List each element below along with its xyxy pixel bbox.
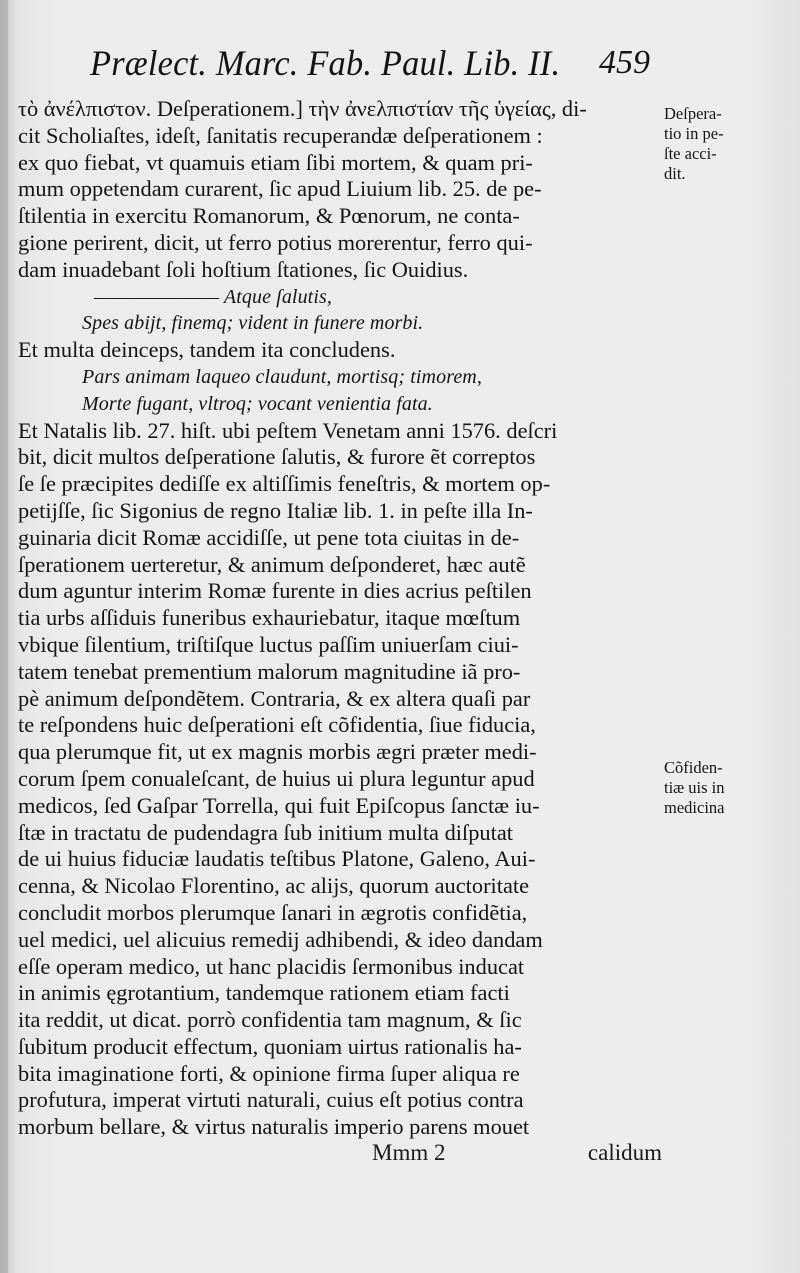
text-line: ita reddit, ut dicat. porrò confidentia tam magnum, & ſic	[18, 1007, 522, 1033]
text-line: in animis ęgrotantium, tandemque rationem etiam facti	[18, 980, 510, 1006]
page-header	[90, 34, 650, 94]
text-line: uel medici, uel alicuius remedij adhibendi, & ideo dandam	[18, 926, 543, 952]
text-line: ſperationem uerteretur, & animum deſponderet, hæc autẽ	[18, 551, 526, 577]
text-line: ex quo fiebat, vt quamuis etiam ſibi mortem, & quam pri-	[18, 149, 533, 175]
text-line: ——————— Atque ſalutis,	[94, 285, 332, 308]
text-line: cenna, & Nicolao Florentino, ac alijs, quorum auctoritate	[18, 873, 530, 899]
text-line: Morte fugant, vltroq; vocant venientia fata.	[82, 392, 433, 415]
text-line: eſſe operam medico, ut hanc placidis ſermonibus inducat	[18, 953, 525, 979]
text-line: Spes abijt, finemq; vident in funere morbi.	[82, 312, 424, 335]
text-line: bit, dicit multos deſperatione ſalutis, & furore ẽt correptos	[18, 444, 536, 470]
text-line: mum oppetendam curarent, ſic apud Liuium lib. 25. de pe-	[18, 176, 542, 202]
catchword: calidum	[587, 1140, 662, 1165]
margin-note-line: Deſpera-	[664, 104, 722, 123]
text-line: ſubitum producit effectum, quoniam uirtus rationalis ha-	[18, 1033, 522, 1059]
margin-note-confidentia	[664, 758, 796, 818]
text-line: de ui huius fiduciæ laudatis teſtibus Platone, Galeno, Aui-	[18, 846, 536, 872]
running-head: Prælect. Marc. Fab. Paul. Lib. II.	[90, 43, 561, 83]
margin-note-line: tio in pe-	[664, 124, 724, 143]
main-text-block	[18, 96, 658, 1141]
text-line: tatem tenebat prementium malorum magnitudine iã pro-	[18, 658, 521, 684]
margin-note-line: Cõfiden-	[664, 758, 723, 777]
text-line: dam inuadebant ſoli hoſtium ſtationes, ſic Ouidius.	[18, 256, 469, 282]
text-line: dum aguntur interim Romæ furente in dies acrius peſtilen	[18, 578, 532, 604]
text-line: medicos, ſed Gaſpar Torrella, qui fuit Epiſcopus ſanctæ iu-	[18, 792, 540, 818]
text-line: Et multa deinceps, tandem ita concludens.	[18, 337, 396, 363]
text-line: pè animum deſpondẽtem. Contraria, & ex altera quaſi par	[18, 685, 531, 711]
text-line: vbique ſilentium, triſtiſque luctus paſſim uniuerſam ciui-	[18, 631, 519, 657]
text-line: cit Scholiaſtes, ideſt, ſanitatis recuperandæ deſperationem :	[18, 122, 543, 148]
text-line: profutura, imperat virtuti naturali, cuius eſt potius contra	[18, 1087, 524, 1113]
page-footer	[372, 1140, 662, 1172]
text-line: τὸ ἀνέλπιστον. Deſperationem.] τὴν ἀνελπιστίαν τῆς ὑγείας, di-	[18, 96, 587, 121]
text-line: petijſſe, ſic Sigonius de regno Italiæ lib. 1. in peſte illa In-	[18, 497, 533, 523]
text-line: gione perirent, dicit, ut ferro potius morerentur, ferro qui-	[18, 229, 533, 255]
text-line: Et Natalis lib. 27. hiſt. ubi peſtem Venetam anni 1576. deſcri	[18, 417, 558, 443]
margin-note-desperatio	[664, 104, 796, 184]
margin-note-line: ſte acci-	[664, 144, 717, 163]
text-line: Pars animam laqueo claudunt, mortisq; timorem,	[82, 365, 482, 388]
text-line: guinaria dicit Romæ accidiſſe, ut pene tota ciuitas in de-	[18, 524, 520, 550]
margin-note-line: tiæ uis in	[664, 778, 725, 797]
text-line: bita imaginatione forti, & opinione firma ſuper aliqua re	[18, 1060, 520, 1086]
text-line: ſe ſe præcipites dediſſe ex altiſſimis feneſtris, & mortem op-	[18, 471, 551, 497]
text-line: tia urbs aſſiduis funeribus exhauriebatur, itaque mœſtum	[18, 605, 521, 631]
text-line: qua plerumque fit, ut ex magnis morbis ægri præter medi-	[18, 739, 537, 765]
text-line: ſtæ in tractatu de pudendagra ſub initium multa diſputat	[18, 819, 513, 845]
margin-note-line: dit.	[664, 164, 686, 183]
margin-note-line: medicina	[664, 798, 725, 817]
text-line: concludit morbos plerumque ſanari in ægrotis confidẽtia,	[18, 899, 528, 925]
text-line: ſtilentia in exercitu Romanorum, & Pœnorum, ne conta-	[18, 203, 520, 229]
page-number: 459	[599, 44, 650, 81]
text-line: morbum bellare, & virtus naturalis imperio parens mouet	[18, 1114, 530, 1140]
signature-mark: Mmm 2	[372, 1140, 446, 1165]
text-line: te reſpondens huic deſperationi eſt cõfidentia, ſiue fiducia,	[18, 712, 536, 738]
text-line: corum ſpem conualeſcant, de huius ui plura leguntur apud	[18, 765, 535, 791]
